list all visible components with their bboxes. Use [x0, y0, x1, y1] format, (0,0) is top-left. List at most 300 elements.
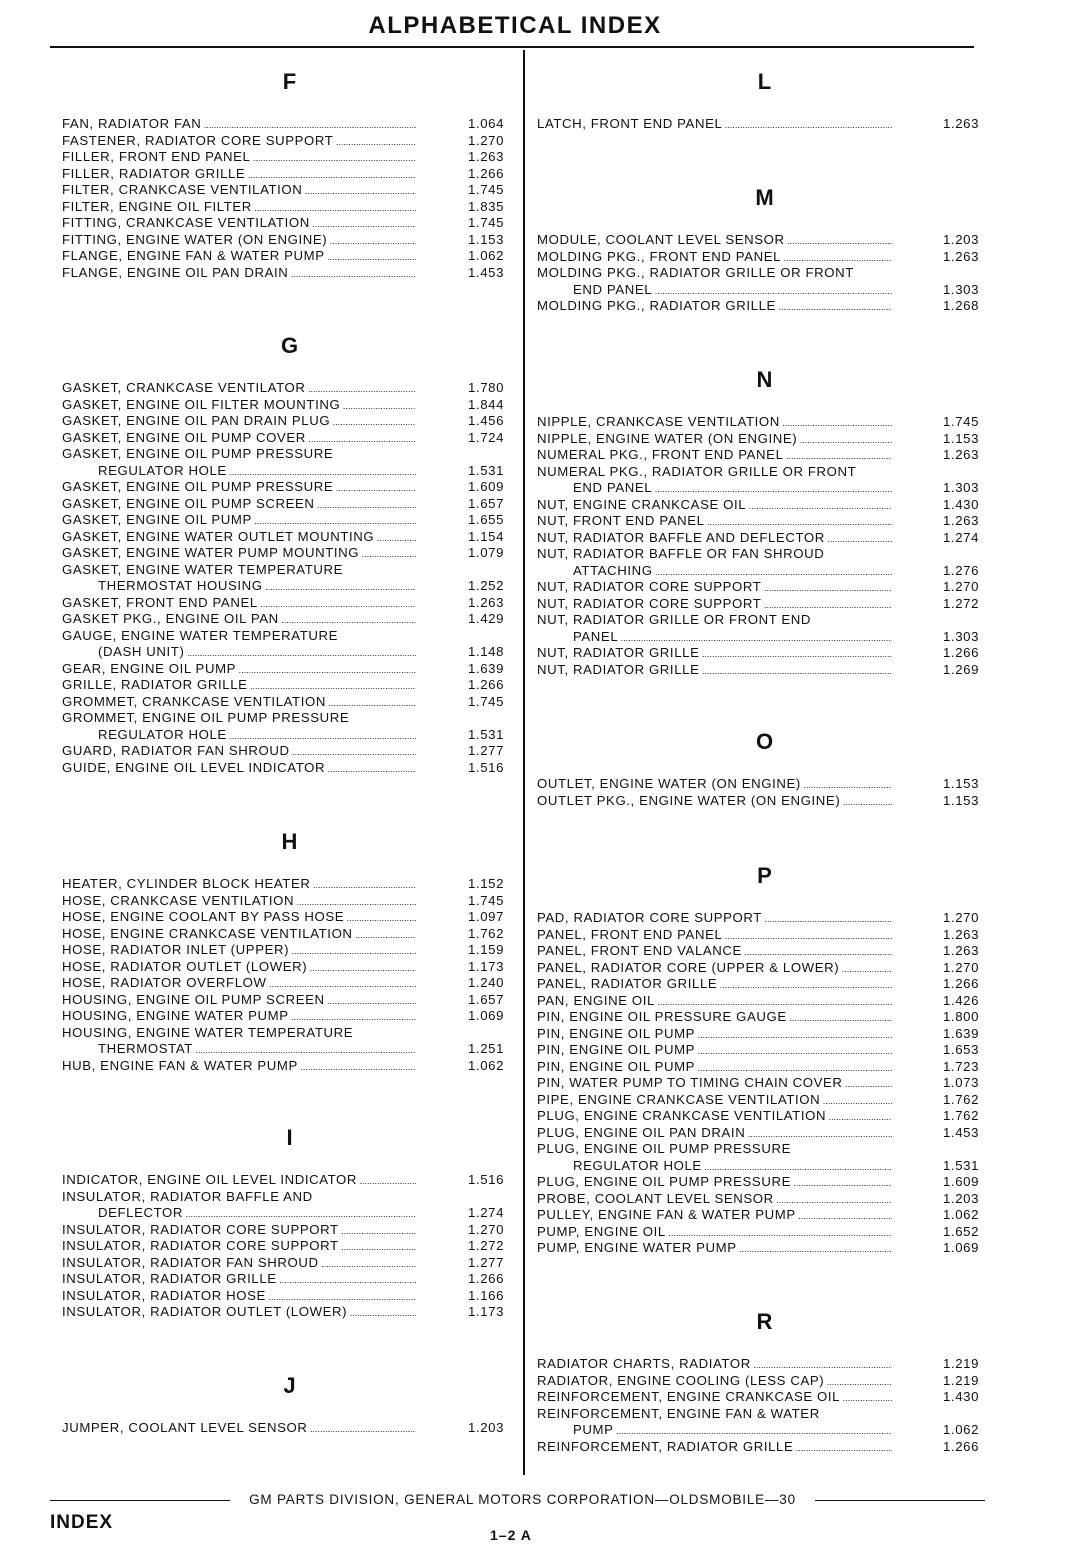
index-entry — [62, 661, 517, 678]
index-entry — [537, 1240, 992, 1257]
index-entry — [62, 512, 517, 529]
index-entry — [62, 529, 517, 546]
index-entry — [62, 166, 517, 183]
entry-page-number: 1.219 — [943, 1372, 980, 1388]
index-entry — [537, 943, 992, 960]
entry-name-continued: END PANEL ..... — [573, 480, 892, 498]
index-section-p — [537, 862, 992, 1255]
entry-name: NUMERAL PKG., RADIATOR GRILLE OR FRONT — [537, 463, 857, 479]
entry-page-number: 1.429 — [468, 611, 505, 626]
index-entry — [62, 992, 517, 1009]
header-rule — [50, 46, 974, 48]
entry-page-number: 1.516 — [468, 1172, 505, 1187]
index-entry — [62, 694, 517, 711]
entry-page-number: 1.251 — [468, 1041, 505, 1056]
entry-page-number: 1.266 — [943, 645, 980, 660]
entry-page-number: 1.303 — [943, 281, 980, 297]
entry-name: GASKET, ENGINE OIL PUMP PRESSURE — [62, 446, 334, 461]
entry-name: LATCH, FRONT END PANEL ..... — [537, 116, 892, 134]
footer-page-number: 1–2 A — [490, 1527, 532, 1543]
index-entry — [537, 1207, 992, 1224]
index-entry — [62, 710, 517, 743]
entry-page-number: 1.426 — [943, 992, 980, 1008]
index-entry — [537, 530, 992, 547]
entry-name: FAN, RADIATOR FAN ..... — [62, 116, 416, 134]
entry-list — [537, 1356, 992, 1455]
index-entry — [537, 910, 992, 927]
entry-page-number: 1.270 — [943, 910, 980, 925]
footer-section-label: INDEX — [50, 1512, 114, 1533]
entry-page-number: 1.430 — [943, 1389, 980, 1404]
entry-name: HOSE, ENGINE COOLANT BY PASS HOSE ..... — [62, 909, 416, 927]
index-entry — [537, 645, 992, 662]
entry-name: INDICATOR, ENGINE OIL LEVEL INDICATOR ..... — [62, 1172, 416, 1190]
entry-name: GASKET PKG., ENGINE OIL PAN ..... — [62, 611, 416, 629]
entry-name: PAN, ENGINE OIL ..... — [537, 993, 892, 1011]
section-letter: P — [757, 863, 772, 888]
index-entry — [62, 595, 517, 612]
entry-name-continued: END PANEL ..... — [573, 282, 892, 300]
entry-name: INSULATOR, RADIATOR OUTLET (LOWER) ..... — [62, 1304, 416, 1322]
index-entry — [62, 430, 517, 447]
entry-page-number: 1.263 — [943, 926, 980, 942]
index-entry — [62, 1008, 517, 1025]
index-entry — [62, 1058, 517, 1075]
entry-name: PANEL, FRONT END PANEL ..... — [537, 927, 892, 945]
entry-page-number: 1.064 — [468, 116, 505, 131]
entry-page-number: 1.263 — [943, 943, 980, 958]
entry-name: MODULE, COOLANT LEVEL SENSOR ..... — [537, 232, 892, 250]
index-entry — [537, 116, 992, 133]
index-entry — [62, 116, 517, 133]
entry-page-number: 1.173 — [468, 1304, 505, 1319]
entry-name: PLUG, ENGINE OIL PAN DRAIN ..... — [537, 1125, 892, 1143]
index-entry — [62, 133, 517, 150]
index-entry — [62, 248, 517, 265]
entry-name: PIN, ENGINE OIL PUMP ..... — [537, 1026, 892, 1044]
index-entry — [537, 1059, 992, 1076]
footer-rule-right — [815, 1500, 985, 1501]
index-entry — [62, 876, 517, 893]
entry-page-number: 1.723 — [943, 1058, 980, 1074]
entry-name: HOSE, ENGINE CRANKCASE VENTILATION ..... — [62, 926, 416, 944]
index-entry — [62, 496, 517, 513]
index-entry — [537, 1373, 992, 1390]
entry-name: PANEL, RADIATOR GRILLE ..... — [537, 976, 892, 994]
entry-name: NUT, RADIATOR BAFFLE OR FAN SHROUD — [537, 546, 825, 561]
entry-page-number: 1.745 — [468, 693, 505, 709]
entry-name: NUT, RADIATOR CORE SUPPORT ..... — [537, 579, 892, 597]
index-entry — [62, 413, 517, 430]
entry-name: GASKET, ENGINE OIL PUMP COVER ..... — [62, 430, 416, 448]
entry-page-number: 1.745 — [468, 182, 505, 197]
entry-name: MOLDING PKG., RADIATOR GRILLE OR FRONT — [537, 265, 854, 280]
entry-name: PANEL, RADIATOR CORE (UPPER & LOWER) ..... — [537, 960, 892, 978]
section-letter: N — [756, 367, 773, 392]
index-section-n — [537, 366, 992, 677]
entry-name-continued: PANEL ..... — [573, 629, 892, 647]
entry-name: GASKET, ENGINE WATER TEMPERATURE — [62, 561, 344, 577]
index-section-l — [537, 68, 992, 131]
entry-list — [62, 380, 517, 776]
index-entry — [537, 1389, 992, 1406]
entry-name: MOLDING PKG., RADIATOR GRILLE ..... — [537, 298, 892, 316]
index-section-m — [537, 184, 992, 313]
entry-page-number: 1.266 — [943, 976, 980, 991]
entry-page-number: 1.609 — [468, 479, 505, 494]
entry-page-number: 1.844 — [468, 396, 505, 412]
entry-name: PLUG, ENGINE CRANKCASE VENTILATION ..... — [537, 1108, 892, 1126]
index-entry — [537, 1075, 992, 1092]
entry-page-number: 1.062 — [468, 1057, 505, 1073]
entry-page-number: 1.639 — [468, 660, 505, 676]
entry-name: PLUG, ENGINE OIL PUMP PRESSURE ..... — [537, 1174, 892, 1192]
entry-name: GEAR, ENGINE OIL PUMP ..... — [62, 661, 416, 679]
entry-name: GUARD, RADIATOR FAN SHROUD ..... — [62, 743, 416, 761]
entry-name: FILLER, FRONT END PANEL ..... — [62, 149, 416, 167]
index-entry — [537, 1224, 992, 1241]
page-title: ALPHABETICAL INDEX — [368, 12, 662, 39]
entry-page-number: 1.835 — [468, 198, 505, 214]
entry-page-number: 1.762 — [943, 1108, 980, 1123]
index-section-i — [62, 1124, 517, 1319]
entry-name: NUT, RADIATOR BAFFLE AND DEFLECTOR ..... — [537, 530, 892, 548]
entry-page-number: 1.263 — [468, 149, 505, 164]
index-entry — [62, 397, 517, 414]
index-entry — [62, 959, 517, 976]
entry-name: INSULATOR, RADIATOR FAN SHROUD ..... — [62, 1255, 416, 1273]
index-entry — [537, 431, 992, 448]
entry-page-number: 1.154 — [468, 528, 505, 544]
entry-name: HOSE, RADIATOR INLET (UPPER) ..... — [62, 942, 416, 960]
entry-page-number: 1.270 — [468, 1221, 505, 1237]
entry-page-number: 1.531 — [943, 1157, 980, 1173]
entry-name: FASTENER, RADIATOR CORE SUPPORT ..... — [62, 133, 416, 151]
index-entry — [537, 579, 992, 596]
entry-page-number: 1.745 — [468, 892, 505, 908]
section-letter: F — [282, 69, 297, 94]
entry-name: PANEL, FRONT END VALANCE ..... — [537, 943, 892, 961]
entry-page-number: 1.159 — [468, 942, 505, 957]
entry-page-number: 1.516 — [468, 759, 505, 775]
entry-name: INSULATOR, RADIATOR GRILLE ..... — [62, 1271, 416, 1289]
entry-page-number: 1.762 — [468, 925, 505, 941]
entry-name: PIN, WATER PUMP TO TIMING CHAIN COVER ..... — [537, 1075, 892, 1093]
entry-name: GASKET, ENGINE WATER PUMP MOUNTING ..... — [62, 545, 416, 563]
entry-page-number: 1.780 — [468, 380, 505, 395]
entry-list — [537, 232, 992, 315]
entry-page-number: 1.153 — [468, 231, 505, 247]
entry-page-number: 1.270 — [468, 132, 505, 148]
entry-page-number: 1.724 — [468, 429, 505, 445]
entry-name: INSULATOR, RADIATOR HOSE ..... — [62, 1288, 416, 1306]
entry-name: NUT, RADIATOR CORE SUPPORT ..... — [537, 596, 892, 614]
entry-page-number: 1.609 — [943, 1174, 980, 1189]
footer-rule-left — [50, 1500, 230, 1501]
entry-name: RADIATOR CHARTS, RADIATOR ..... — [537, 1356, 892, 1374]
entry-name: GRILLE, RADIATOR GRILLE ..... — [62, 677, 416, 695]
entry-page-number: 1.203 — [943, 1190, 980, 1206]
entry-page-number: 1.166 — [468, 1287, 505, 1303]
index-entry — [62, 1172, 517, 1189]
index-entry — [537, 662, 992, 679]
entry-page-number: 1.277 — [468, 1254, 505, 1270]
entry-name: GROMMET, ENGINE OIL PUMP PRESSURE — [62, 710, 350, 725]
index-entry — [537, 960, 992, 977]
index-section-h — [62, 828, 517, 1073]
entry-page-number: 1.272 — [468, 1238, 505, 1253]
index-entry — [62, 743, 517, 760]
entry-page-number: 1.062 — [943, 1207, 980, 1222]
index-section-g — [62, 332, 517, 775]
index-entry — [537, 1009, 992, 1026]
entry-name-continued: REGULATOR HOLE ..... — [98, 463, 416, 481]
index-entry — [62, 942, 517, 959]
entry-page-number: 1.203 — [468, 1420, 505, 1435]
index-entry — [62, 1238, 517, 1255]
entry-page-number: 1.263 — [468, 594, 505, 610]
index-entry — [62, 1222, 517, 1239]
entry-page-number: 1.097 — [468, 909, 505, 924]
index-entry — [537, 298, 992, 315]
section-letter: I — [286, 1125, 293, 1150]
entry-name: HOUSING, ENGINE WATER PUMP ..... — [62, 1008, 416, 1026]
entry-name: PROBE, COOLANT LEVEL SENSOR ..... — [537, 1191, 892, 1209]
entry-page-number: 1.153 — [943, 430, 980, 446]
index-entry — [537, 1026, 992, 1043]
index-entry — [537, 1406, 992, 1439]
entry-name: INSULATOR, RADIATOR CORE SUPPORT ..... — [62, 1238, 416, 1256]
entry-name: REINFORCEMENT, RADIATOR GRILLE ..... — [537, 1439, 892, 1457]
index-entry — [537, 993, 992, 1010]
entry-name-continued: ATTACHING ..... — [573, 563, 892, 581]
index-entry — [62, 1189, 517, 1222]
entry-page-number: 1.745 — [468, 215, 505, 230]
index-entry — [537, 1356, 992, 1373]
entry-page-number: 1.263 — [943, 447, 980, 462]
section-letter: G — [280, 333, 299, 358]
entry-page-number: 1.800 — [943, 1009, 980, 1024]
entry-name: GASKET, ENGINE OIL PUMP SCREEN ..... — [62, 496, 416, 514]
entry-page-number: 1.263 — [943, 513, 980, 528]
index-entry — [62, 909, 517, 926]
entry-name: GASKET, ENGINE OIL PUMP PRESSURE ..... — [62, 479, 416, 497]
entry-page-number: 1.266 — [468, 1271, 505, 1286]
entry-list — [62, 1172, 517, 1321]
entry-name-continued: THERMOSTAT ..... — [98, 1041, 416, 1059]
entry-name: GASKET, ENGINE OIL PAN DRAIN PLUG ..... — [62, 413, 416, 431]
index-entry — [537, 927, 992, 944]
index-entry — [62, 1025, 517, 1058]
entry-page-number: 1.079 — [468, 545, 505, 560]
entry-name-continued: REGULATOR HOLE ..... — [573, 1158, 892, 1176]
entry-name: GUIDE, ENGINE OIL LEVEL INDICATOR ..... — [62, 760, 416, 778]
index-entry — [62, 545, 517, 562]
entry-name: FILLER, RADIATOR GRILLE ..... — [62, 166, 416, 184]
index-entry — [537, 776, 992, 793]
entry-page-number: 1.269 — [943, 661, 980, 677]
entry-list — [62, 876, 517, 1074]
entry-name: GROMMET, CRANKCASE VENTILATION ..... — [62, 694, 416, 712]
index-entry — [62, 1420, 517, 1437]
entry-name: HOUSING, ENGINE WATER TEMPERATURE — [62, 1024, 354, 1040]
index-entry — [537, 265, 992, 298]
index-entry — [62, 215, 517, 232]
index-entry — [537, 1092, 992, 1109]
entry-page-number: 1.531 — [468, 726, 505, 742]
entry-page-number: 1.531 — [468, 462, 505, 478]
entry-name: HOSE, RADIATOR OUTLET (LOWER) ..... — [62, 959, 416, 977]
entry-list — [62, 1420, 517, 1437]
index-section-o — [537, 728, 992, 808]
entry-name: HOUSING, ENGINE OIL PUMP SCREEN ..... — [62, 992, 416, 1010]
entry-name: FLANGE, ENGINE FAN & WATER PUMP ..... — [62, 248, 416, 266]
entry-name-continued: DEFLECTOR ..... — [98, 1205, 416, 1223]
index-entry — [537, 1042, 992, 1059]
entry-name: PULLEY, ENGINE FAN & WATER PUMP ..... — [537, 1207, 892, 1225]
entry-name: GASKET, FRONT END PANEL ..... — [62, 595, 416, 613]
entry-name-continued: (DASH UNIT) ..... — [98, 644, 416, 662]
entry-page-number: 1.069 — [468, 1008, 505, 1023]
index-entry — [537, 232, 992, 249]
entry-page-number: 1.270 — [943, 579, 980, 594]
index-entry — [537, 1191, 992, 1208]
entry-name: OUTLET, ENGINE WATER (ON ENGINE) ..... — [537, 776, 892, 794]
index-entry — [62, 562, 517, 595]
index-entry — [62, 1255, 517, 1272]
entry-page-number: 1.069 — [943, 1240, 980, 1255]
entry-name: NUT, RADIATOR GRILLE ..... — [537, 662, 892, 680]
entry-page-number: 1.453 — [468, 264, 505, 280]
entry-name: INSULATOR, RADIATOR CORE SUPPORT ..... — [62, 1222, 416, 1240]
entry-name-continued: THERMOSTAT HOUSING ..... — [98, 578, 416, 596]
entry-page-number: 1.266 — [468, 677, 505, 692]
entry-name: HEATER, CYLINDER BLOCK HEATER ..... — [62, 876, 416, 894]
index-entry — [537, 464, 992, 497]
entry-name: FLANGE, ENGINE OIL PAN DRAIN ..... — [62, 265, 416, 283]
entry-page-number: 1.303 — [943, 480, 980, 495]
column-divider — [523, 50, 525, 1475]
index-entry — [62, 380, 517, 397]
entry-list — [537, 776, 992, 809]
entry-name: MOLDING PKG., FRONT END PANEL ..... — [537, 249, 892, 267]
entry-page-number: 1.152 — [468, 876, 505, 891]
entry-name: FILTER, ENGINE OIL FILTER ..... — [62, 199, 416, 217]
entry-page-number: 1.270 — [943, 959, 980, 975]
entry-page-number: 1.153 — [943, 792, 980, 808]
index-entry — [62, 760, 517, 777]
entry-name: OUTLET PKG., ENGINE WATER (ON ENGINE) ..... — [537, 793, 892, 811]
entry-page-number: 1.657 — [468, 495, 505, 511]
entry-name: NUT, RADIATOR GRILLE OR FRONT END — [537, 612, 812, 627]
entry-name: PIN, ENGINE OIL PRESSURE GAUGE ..... — [537, 1009, 892, 1027]
index-entry — [537, 513, 992, 530]
entry-page-number: 1.263 — [943, 248, 980, 264]
entry-name: PIN, ENGINE OIL PUMP ..... — [537, 1059, 892, 1077]
index-entry — [537, 249, 992, 266]
entry-page-number: 1.203 — [943, 232, 980, 247]
entry-name: NUMERAL PKG., FRONT END PANEL ..... — [537, 447, 892, 465]
index-entry — [62, 1288, 517, 1305]
entry-page-number: 1.639 — [943, 1025, 980, 1041]
entry-name-continued: PUMP ..... — [573, 1422, 892, 1440]
index-entry — [62, 149, 517, 166]
entry-page-number: 1.073 — [943, 1075, 980, 1090]
index-entry — [62, 232, 517, 249]
entry-page-number: 1.430 — [943, 496, 980, 512]
entry-name: PIPE, ENGINE CRANKCASE VENTILATION ..... — [537, 1092, 892, 1110]
entry-list — [537, 414, 992, 678]
entry-name: HOSE, CRANKCASE VENTILATION ..... — [62, 893, 416, 911]
index-entry — [537, 1174, 992, 1191]
section-letter: R — [756, 1309, 773, 1334]
entry-page-number: 1.219 — [943, 1356, 980, 1371]
entry-name-continued: REGULATOR HOLE ..... — [98, 727, 416, 745]
index-section-r — [537, 1308, 992, 1454]
entry-name: INSULATOR, RADIATOR BAFFLE AND — [62, 1188, 313, 1204]
index-entry — [62, 1304, 517, 1321]
index-entry — [62, 975, 517, 992]
entry-page-number: 1.266 — [943, 1438, 980, 1454]
entry-name: PUMP, ENGINE WATER PUMP ..... — [537, 1240, 892, 1258]
entry-name: GASKET, CRANKCASE VENTILATOR ..... — [62, 380, 416, 398]
entry-name: JUMPER, COOLANT LEVEL SENSOR ..... — [62, 1420, 416, 1438]
index-section-j — [62, 1372, 517, 1435]
entry-name: NUT, FRONT END PANEL ..... — [537, 513, 892, 531]
entry-page-number: 1.272 — [943, 595, 980, 611]
index-entry — [537, 546, 992, 579]
entry-name: NUT, RADIATOR GRILLE ..... — [537, 645, 892, 663]
entry-page-number: 1.453 — [943, 1124, 980, 1140]
entry-page-number: 1.277 — [468, 743, 505, 758]
entry-name: RADIATOR, ENGINE COOLING (LESS CAP) ..... — [537, 1373, 892, 1391]
entry-page-number: 1.276 — [943, 562, 980, 578]
entry-page-number: 1.652 — [943, 1223, 980, 1239]
entry-page-number: 1.240 — [468, 975, 505, 990]
entry-list — [62, 116, 517, 281]
index-entry — [537, 497, 992, 514]
entry-name: GAUGE, ENGINE WATER TEMPERATURE — [62, 627, 339, 643]
entry-name: FITTING, CRANKCASE VENTILATION ..... — [62, 215, 416, 233]
section-letter: M — [755, 185, 774, 210]
entry-page-number: 1.268 — [943, 298, 980, 313]
entry-page-number: 1.303 — [943, 628, 980, 644]
entry-name: NIPPLE, CRANKCASE VENTILATION ..... — [537, 414, 892, 432]
entry-name: NIPPLE, ENGINE WATER (ON ENGINE) ..... — [537, 431, 892, 449]
entry-page-number: 1.266 — [468, 165, 505, 181]
index-entry — [62, 677, 517, 694]
index-entry — [62, 479, 517, 496]
index-entry — [537, 1141, 992, 1174]
index-entry — [537, 447, 992, 464]
footer-publisher: GM PARTS DIVISION, GENERAL MOTORS CORPORATION—OLDSMOBILE—30 — [249, 1492, 796, 1507]
entry-name: PAD, RADIATOR CORE SUPPORT ..... — [537, 910, 892, 928]
entry-page-number: 1.657 — [468, 991, 505, 1007]
entry-name: GASKET, ENGINE OIL PUMP ..... — [62, 512, 416, 530]
entry-page-number: 1.263 — [943, 116, 980, 131]
index-entry — [62, 628, 517, 661]
index-entry — [537, 612, 992, 645]
entry-page-number: 1.062 — [468, 248, 505, 263]
entry-name: REINFORCEMENT, ENGINE CRANKCASE OIL ..... — [537, 1389, 892, 1407]
entry-name: HOSE, RADIATOR OVERFLOW ..... — [62, 975, 416, 993]
section-letter: H — [281, 829, 298, 854]
entry-page-number: 1.745 — [943, 414, 980, 429]
entry-name: GASKET, ENGINE WATER OUTLET MOUNTING ..... — [62, 529, 416, 547]
entry-name: FITTING, ENGINE WATER (ON ENGINE) ..... — [62, 232, 416, 250]
entry-page-number: 1.148 — [468, 644, 505, 659]
entry-name: PIN, ENGINE OIL PUMP ..... — [537, 1042, 892, 1060]
